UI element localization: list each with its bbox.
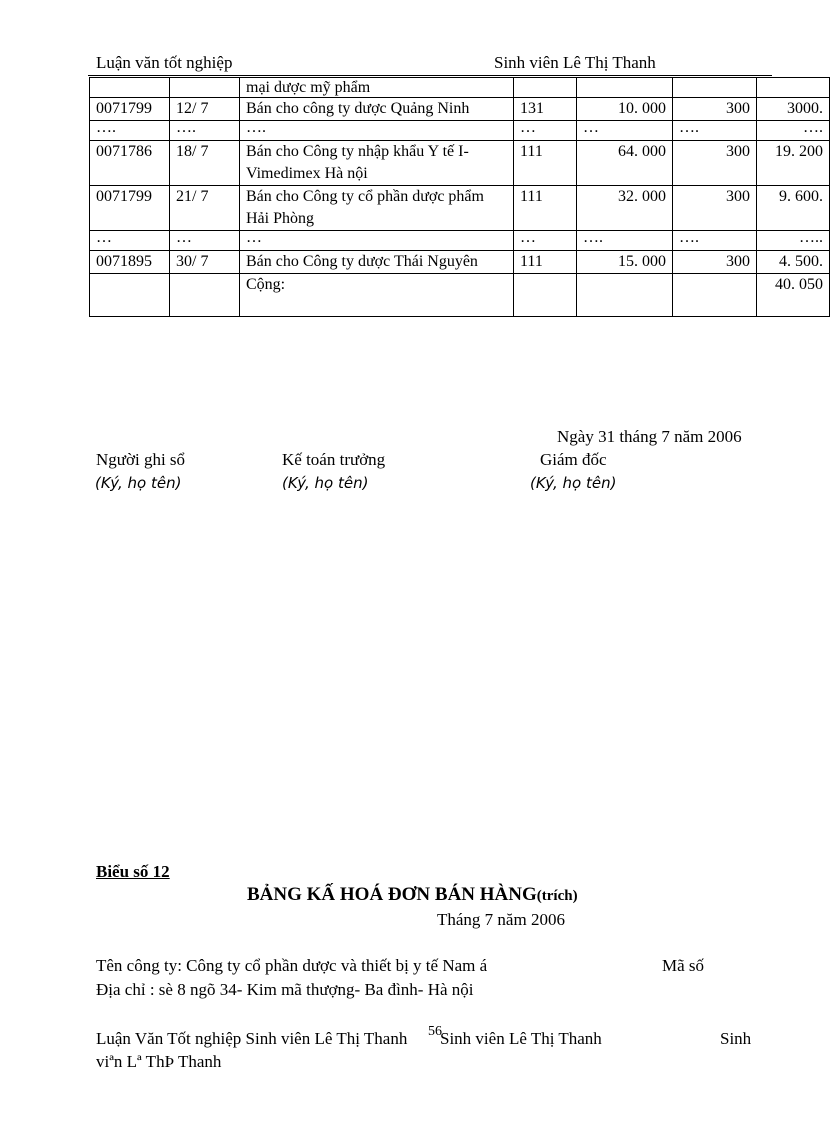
recorder-note: (Ký, họ tên): [95, 474, 182, 492]
cell-quantity: 15. 000: [577, 251, 673, 274]
cell-quantity: 10. 000: [577, 98, 673, 121]
cell-account: …: [514, 121, 577, 141]
footer-line2: viªn Lª ThÞ Thanh: [96, 1052, 222, 1071]
company-line: Tên công ty: Công ty cổ phần dược và thiết bị y tế Nam á: [96, 956, 488, 975]
cell-description: Bán cho Công ty cổ phần dược phẩm Hải Phòng: [240, 186, 514, 231]
form-title-suffix: (trích): [536, 888, 578, 904]
cell-date: [170, 78, 240, 98]
director-title: Giám đốc: [540, 450, 607, 469]
table-row: [90, 274, 830, 317]
cell-invoice-no: [90, 274, 170, 317]
table-row: [90, 231, 830, 251]
cell-unit-price: 300: [673, 141, 757, 186]
cell-amount: 9. 600.: [757, 186, 830, 231]
table-row: [90, 141, 830, 186]
footer-line1: Luận Văn Tốt nghiệp Sinh viên Lê Thị Thanh: [96, 1029, 408, 1048]
table-row: [90, 251, 830, 274]
cell-amount: [757, 78, 830, 98]
cell-invoice-no: 0071786: [90, 141, 170, 186]
cell-quantity: 32. 000: [577, 186, 673, 231]
cell-date: [170, 274, 240, 317]
cell-date: 18/ 7: [170, 141, 240, 186]
cell-date: …: [170, 231, 240, 251]
footer-line1c: Sinh: [720, 1029, 752, 1048]
cell-description: mại dược mỹ phẩm: [240, 78, 514, 98]
cell-amount: 4. 500.: [757, 251, 830, 274]
cell-date: ….: [170, 121, 240, 141]
cell-invoice-no: ….: [90, 121, 170, 141]
cell-unit-price: 300: [673, 98, 757, 121]
page-number: 56: [428, 1024, 442, 1039]
cell-invoice-no: 0071799: [90, 98, 170, 121]
chief-accountant-title: Kế toán trưởng: [282, 450, 386, 469]
table-row: [90, 186, 830, 231]
cell-unit-price: 300: [673, 186, 757, 231]
cell-amount: ….: [757, 121, 830, 141]
cell-unit-price: ….: [673, 121, 757, 141]
cell-unit-price: 300: [673, 251, 757, 274]
header-right: Sinh viên Lê Thị Thanh: [494, 53, 656, 72]
cell-quantity: [577, 274, 673, 317]
form-title-text: BẢNG KẤ HOÁ ĐƠN BÁN HÀNG: [247, 884, 537, 905]
cell-invoice-no: …: [90, 231, 170, 251]
code-label: Mã số: [662, 956, 705, 975]
cell-invoice-no: [90, 78, 170, 98]
cell-unit-price: ….: [673, 231, 757, 251]
cell-description: Bán cho Công ty nhập khẩu Y tế I- Vimedimex Hà nội: [240, 141, 514, 186]
cell-unit-price: [673, 274, 757, 317]
cell-date: 30/ 7: [170, 251, 240, 274]
cell-date: 12/ 7: [170, 98, 240, 121]
table-row: [90, 98, 830, 121]
recorder-title: Người ghi sổ: [96, 450, 186, 469]
form-title: [247, 884, 578, 906]
director-note: (Ký, họ tên): [530, 474, 617, 492]
header-rule: [88, 75, 772, 76]
cell-description: Bán cho công ty dược Quảng Ninh: [240, 98, 514, 121]
cell-description: Cộng:: [240, 274, 514, 317]
cell-unit-price: [673, 78, 757, 98]
ledger-body: [90, 78, 830, 317]
form-subtitle: Tháng 7 năm 2006: [437, 910, 565, 929]
cell-invoice-no: 0071895: [90, 251, 170, 274]
cell-account: 111: [514, 186, 577, 231]
cell-account: …: [514, 231, 577, 251]
form-label: Biểu số 12: [96, 862, 170, 881]
header-left: Luận văn tốt nghiệp: [96, 53, 233, 72]
cell-quantity: …: [577, 121, 673, 141]
cell-amount: 40. 050: [757, 274, 830, 317]
footer-line1b: Sinh viên Lê Thị Thanh: [440, 1029, 602, 1048]
cell-account: [514, 78, 577, 98]
cell-amount: …..: [757, 231, 830, 251]
address-line: Địa chỉ : sè 8 ngõ 34- Kim mã thượng- Ba đình- Hà nội: [96, 980, 474, 999]
cell-description: …: [240, 231, 514, 251]
cell-account: 111: [514, 251, 577, 274]
cell-date: 21/ 7: [170, 186, 240, 231]
cell-amount: 3000.: [757, 98, 830, 121]
cell-quantity: [577, 78, 673, 98]
cell-account: 131: [514, 98, 577, 121]
cell-amount: 19. 200: [757, 141, 830, 186]
ledger-table: [89, 77, 830, 317]
cell-account: 111: [514, 141, 577, 186]
signature-date: Ngày 31 tháng 7 năm 2006: [557, 427, 742, 446]
table-row: [90, 78, 830, 98]
chief-accountant-note: (Ký, họ tên): [282, 474, 369, 492]
cell-description: ….: [240, 121, 514, 141]
cell-description: Bán cho Công ty dược Thái Nguyên: [240, 251, 514, 274]
cell-quantity: 64. 000: [577, 141, 673, 186]
cell-account: [514, 274, 577, 317]
cell-quantity: ….: [577, 231, 673, 251]
cell-invoice-no: 0071799: [90, 186, 170, 231]
table-row: [90, 121, 830, 141]
